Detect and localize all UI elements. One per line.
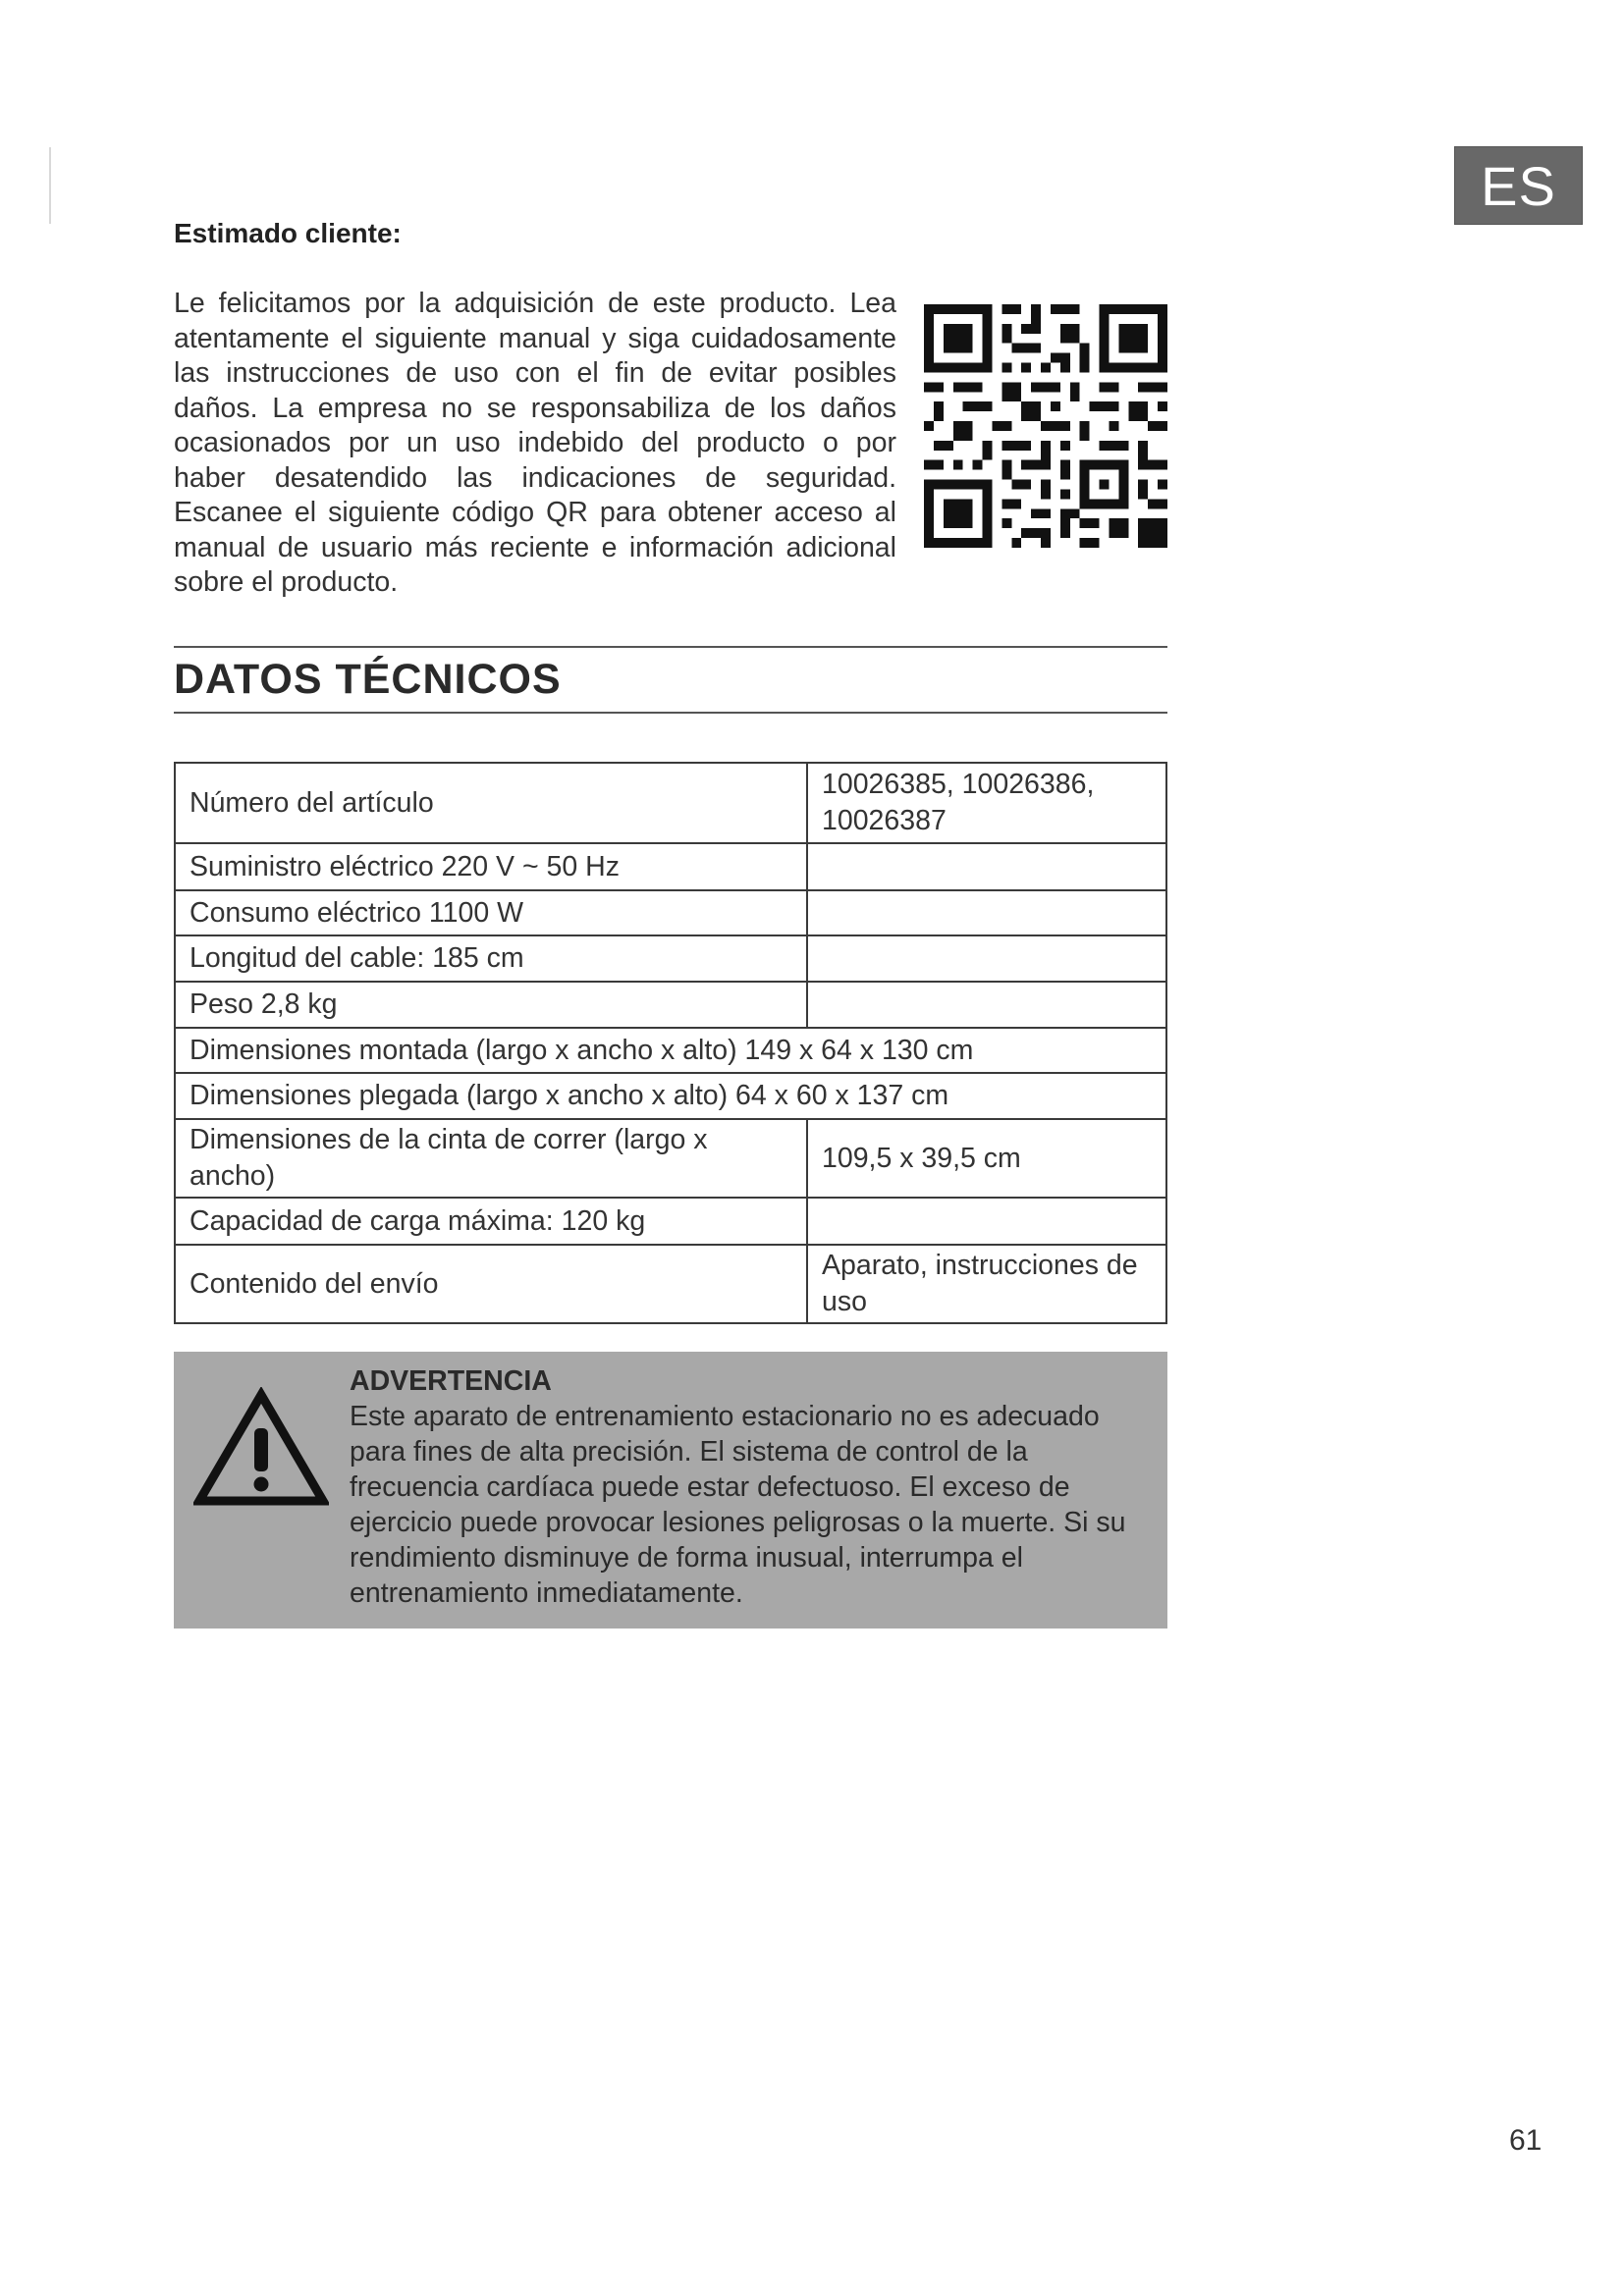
language-tab: ES	[1454, 146, 1583, 225]
spec-label: Dimensiones de la cinta de correr (largo x ancho)	[175, 1119, 807, 1198]
greeting-heading: Estimado cliente:	[174, 218, 402, 248]
warning-box	[174, 1352, 1167, 1629]
specs-table	[174, 762, 1167, 1324]
table-row	[175, 843, 1166, 890]
spec-value	[807, 982, 1166, 1028]
warning-triangle-icon	[193, 1387, 329, 1509]
spec-label: Número del artículo	[175, 763, 807, 843]
spec-value: 109,5 x 39,5 cm	[807, 1119, 1166, 1198]
table-row	[175, 890, 1166, 935]
spec-label: Dimensiones plegada (largo x ancho x alto) 64 x 60 x 137 cm	[175, 1073, 1166, 1119]
table-row	[175, 763, 1166, 843]
spec-label: Peso 2,8 kg	[175, 982, 807, 1028]
margin-rule	[49, 147, 51, 224]
warning-text-block	[350, 1363, 1155, 1611]
spec-label: Contenido del envío	[175, 1245, 807, 1323]
spec-value: Aparato, instrucciones de uso	[807, 1245, 1166, 1323]
spec-value	[807, 890, 1166, 935]
table-row	[175, 1198, 1166, 1245]
table-row	[175, 1028, 1166, 1073]
spec-value	[807, 1198, 1166, 1245]
section-title: DATOS TÉCNICOS	[174, 656, 562, 703]
intro-paragraph: Le felicitamos por la adquisición de este producto. Lea atentamente el siguiente manual y siga cuidadosamente las instrucciones de uso con el fin de evitar posibles daños. La empresa no se responsabiliza de los daños ocasionados por un uso indebido del producto o por haber desatendido las indicaciones de seguridad. Escanee el siguiente código QR para obtener acceso al manual de usuario más reciente e información adicional sobre el producto.	[174, 288, 896, 598]
spec-label: Capacidad de carga máxima: 120 kg	[175, 1198, 807, 1245]
spec-value	[807, 935, 1166, 982]
table-row	[175, 1119, 1166, 1198]
spec-label: Consumo eléctrico 1100 W	[175, 890, 807, 935]
spec-label: Dimensiones montada (largo x ancho x alto) 149 x 64 x 130 cm	[175, 1028, 1166, 1073]
table-row	[175, 1245, 1166, 1323]
spec-value: 10026385, 10026386, 10026387	[807, 763, 1166, 843]
warning-title: ADVERTENCIA	[350, 1365, 552, 1397]
page-number: 61	[1509, 2124, 1543, 2157]
qr-code	[924, 304, 1167, 548]
section-rule-top	[174, 646, 1167, 648]
table-row	[175, 1073, 1166, 1119]
warning-body: Este aparato de entrenamiento estacionario no es adecuado para fines de alta precisión. El sistema de control de la frecuencia cardíaca puede estar defectuoso. El exceso de ejercicio puede provocar lesiones peligrosas o la muerte. Si su rendimiento disminuye de forma inusual, interrumpa el entrenamiento inmediatamente.	[350, 1401, 1126, 1609]
spec-label: Suministro eléctrico 220 V ~ 50 Hz	[175, 843, 807, 890]
spec-value	[807, 843, 1166, 890]
section-rule-bottom	[174, 712, 1167, 714]
spec-label: Longitud del cable: 185 cm	[175, 935, 807, 982]
table-row	[175, 935, 1166, 982]
table-row	[175, 982, 1166, 1028]
